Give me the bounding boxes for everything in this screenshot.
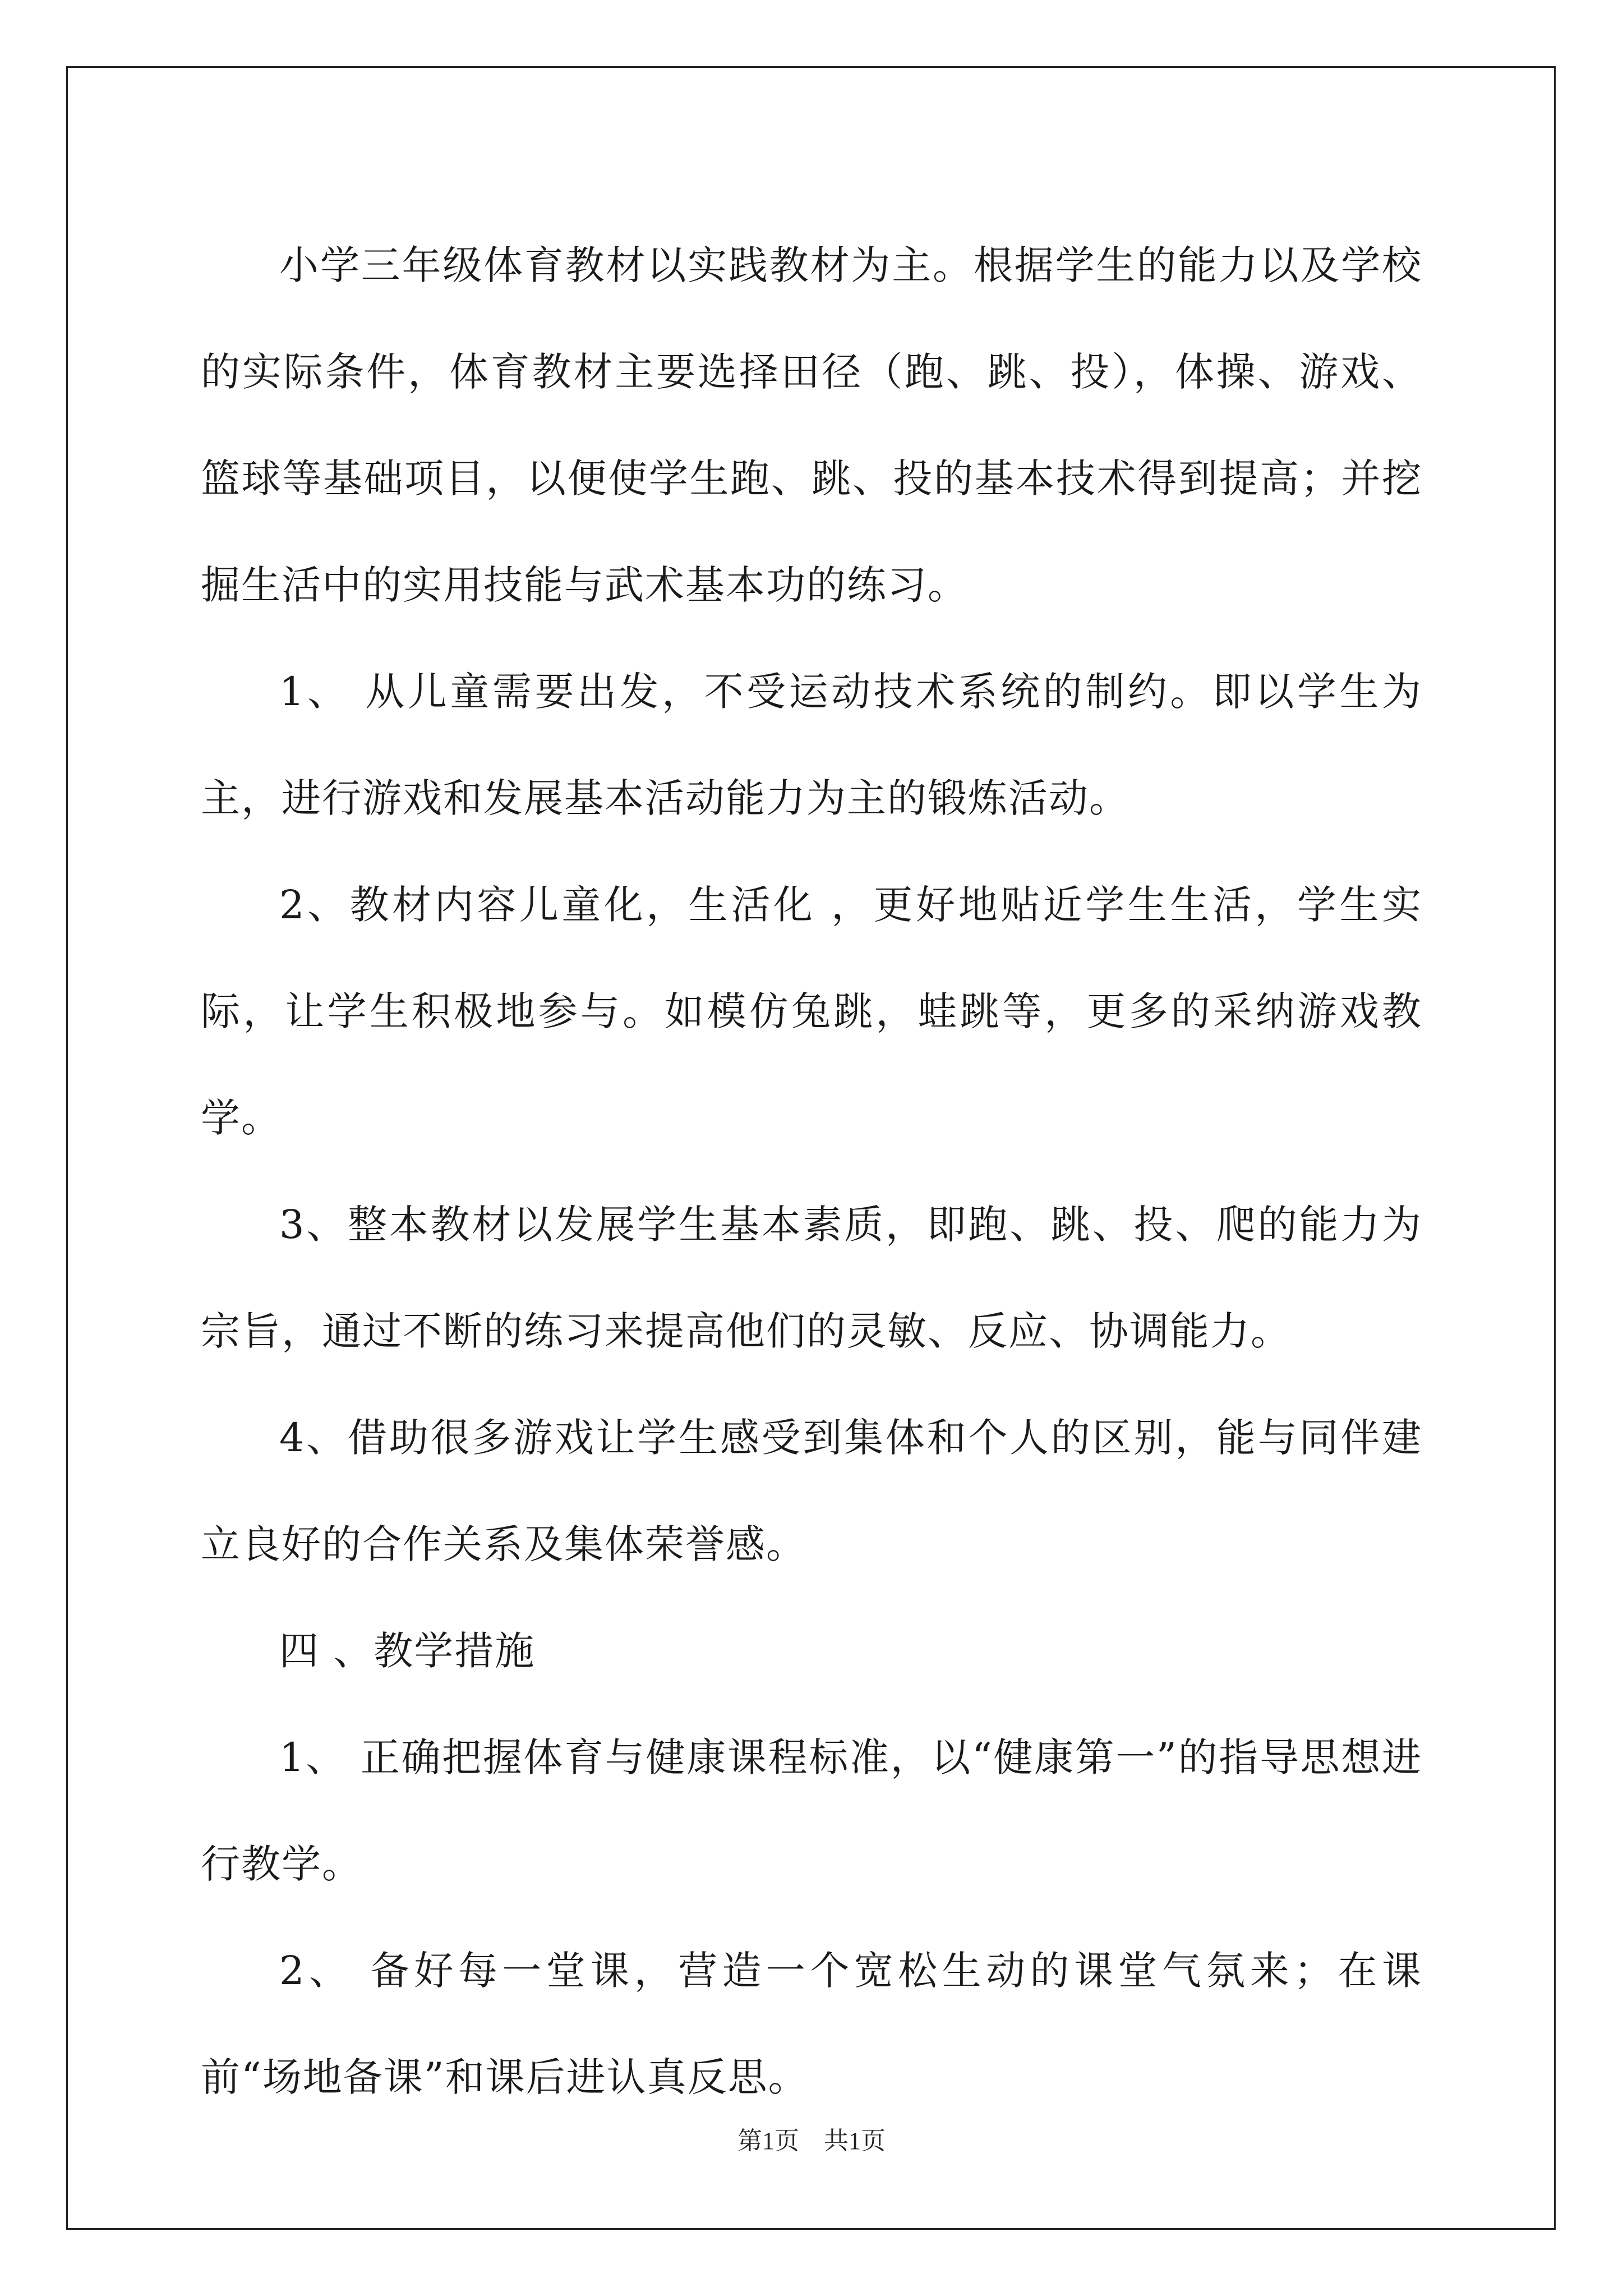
measure-item-1: 1、 正确把握体育与健康课程标准，以“健康第一”的指导思想进行教学。 xyxy=(201,1734,1422,1887)
paragraph-point-1: 1、 从儿童需要出发，不受运动技术系统的制约。即以学生为主，进行游戏和发展基本活动能力为主的锻炼活动。 xyxy=(201,669,1422,821)
paragraph-point-3: 3、整本教材以发展学生基本素质，即跑、跳、投、爬的能力为宗旨，通过不断的练习来提高他们的灵敏、反应、协调能力。 xyxy=(201,1202,1422,1354)
page-number-footer: 第1页 共1页 xyxy=(737,2127,886,2155)
document-body xyxy=(201,212,1422,2131)
paragraph-intro: 小学三年级体育教材以实践教材为主。根据学生的能力以及学校的实际条件，体育教材主要选择田径（跑、跳、投），体操、游戏、篮球等基础项目，以便使学生跑、跳、投的基本技术得到提高；并挖掘生活中的实用技能与武术基本功的练习。 xyxy=(201,242,1422,608)
section-heading: 四 、教学措施 xyxy=(279,1628,536,1674)
paragraph-point-2: 2、教材内容儿童化，生活化 ，更好地贴近学生生活，学生实际，让学生积极地参与。如模仿兔跳，蛙跳等，更多的采纳游戏教学。 xyxy=(201,882,1422,1141)
paragraph-point-4: 4、借助很多游戏让学生感受到集体和个人的区别，能与同伴建立良好的合作关系及集体荣誉感。 xyxy=(201,1415,1422,1567)
measure-item-2: 2、 备好每一堂课，营造一个宽松生动的课堂气氛来；在课前“场地备课”和课后进认真反思。 xyxy=(201,1948,1422,2100)
